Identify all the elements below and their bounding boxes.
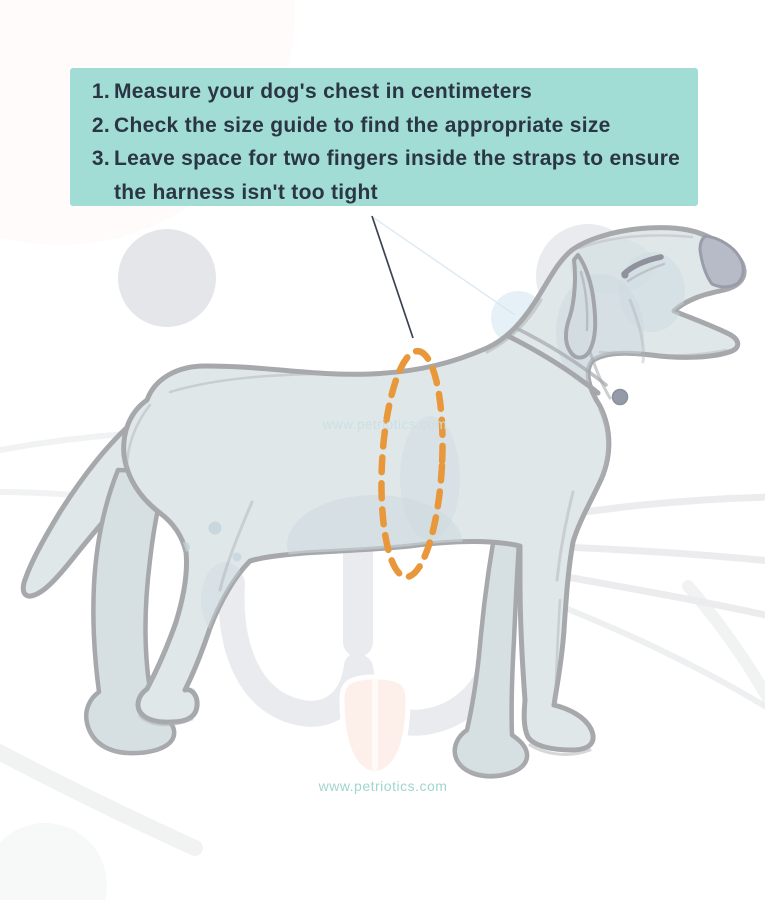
watermark-text-bottom: www.petriotics.com: [318, 778, 448, 794]
instruction-text: Check the size guide to find the appropriate size: [114, 113, 611, 137]
dog-collar-tag: [613, 390, 628, 405]
watermark-text-center: www.petriotics.com: [322, 417, 448, 432]
instruction-item: [84, 142, 690, 209]
instruction-text: Leave space for two fingers inside the straps to ensure the harness isn't too tight: [114, 147, 681, 204]
dog-freckle: [209, 522, 222, 535]
dog-freckle: [233, 553, 242, 562]
instruction-number: 3.: [91, 147, 110, 170]
pointer-line: [372, 216, 413, 338]
whisker-line-right: [545, 600, 765, 708]
pointer-line-faint: [374, 218, 515, 315]
background-circle-left: [118, 229, 216, 327]
instruction-number: 2.: [91, 113, 110, 137]
instruction-text: Measure your dog's chest in centimeters: [114, 80, 533, 103]
logo-left-arc: [232, 583, 357, 714]
background-blob-bottom-left: [0, 823, 107, 900]
instruction-number: 1.: [91, 80, 110, 103]
instruction-item: [84, 109, 690, 143]
instruction-box: [70, 68, 698, 206]
instruction-item: [84, 75, 690, 109]
